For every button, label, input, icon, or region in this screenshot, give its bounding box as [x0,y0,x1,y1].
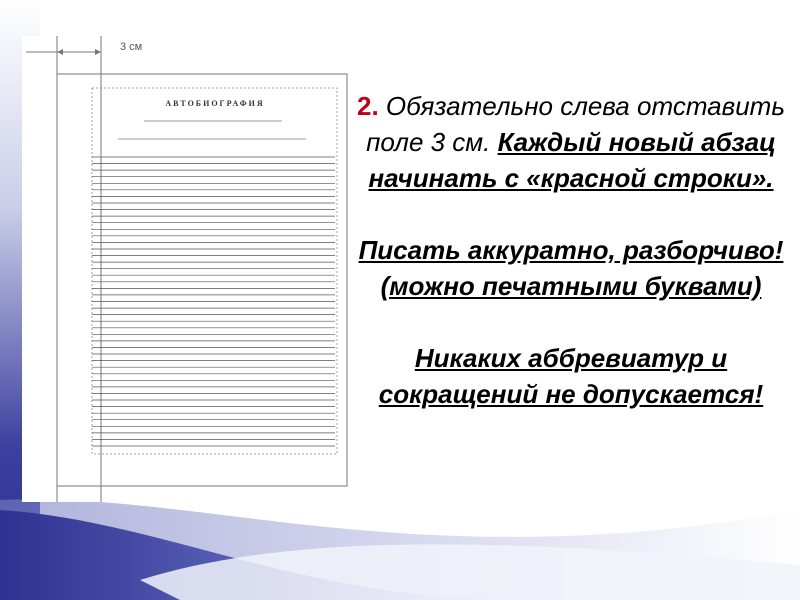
no-abbreviations-text: Никаких аббревиатур и сокращений не допускается! [378,343,764,409]
paragraph-no-abbreviations [350,340,792,412]
instruction-text [350,88,792,412]
ruled-lines [92,157,335,446]
margin-label: 3 см [120,41,143,53]
paragraph-margin-rule [350,88,792,196]
neatness-text: Писать аккуратно, разборчиво! (можно печатными буквами) [358,235,784,301]
paragraph-neatness [350,232,792,304]
margin-rule-text: Обязательно слева отставить поле 3 см. [366,91,786,157]
item-number: 2. [356,91,379,121]
sheet-title: АВТОБИОГРАФИЯ [165,99,265,108]
red-line-rule-text: Каждый новый абзац начинать с «красной строки». [368,127,776,193]
document-sample-figure [22,36,350,502]
sheet-inner-border [92,88,337,454]
